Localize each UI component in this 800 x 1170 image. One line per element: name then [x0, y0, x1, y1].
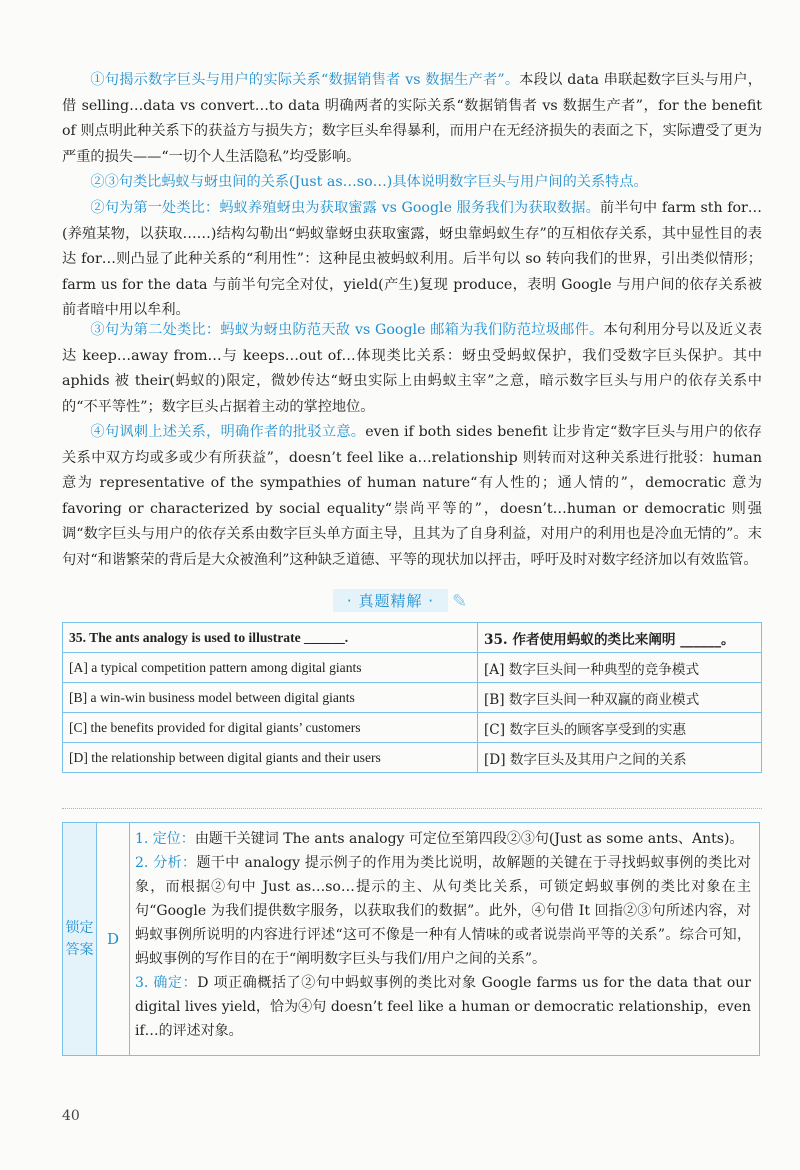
step-3-label: 3. 确定： [135, 975, 198, 991]
option-a-zh: [A] 数字巨头间一种典型的竞争模式 [478, 653, 762, 683]
option-row-c [63, 713, 762, 743]
option-d-zh: [D] 数字巨头及其用户之间的关系 [478, 743, 762, 773]
option-b-en: [B] a win-win business model between digital giants [63, 683, 478, 713]
dotted-divider [62, 808, 762, 809]
step-2 [135, 851, 751, 971]
paragraph-1 [62, 68, 762, 170]
step-2-text: 题干中 analogy 提示例子的作用为类比说明，故解题的关键在于寻找蚂蚁事例的类比对象，而根据②句中 Just as…so…提示的主、从句类比关系，可锁定蚂蚁事例的类比对象在主句“Google 为我们提供数字服务，以获取我们的数据”。此外，④句借 It 回指②③句所述内容，对蚂蚁事例所说明的内容进行评述“这可不像是一种有人情味的或者说崇尚平等的关系”。综合可知，蚂蚁事例的写作目的在于“阐明数字巨头与我们/用户之间的关系”。 [135, 855, 751, 967]
step-1 [135, 827, 751, 851]
step-2-label: 2. 分析： [135, 855, 197, 871]
answer-label-line1: 锁定 [65, 920, 94, 936]
paragraph-2 [62, 170, 762, 196]
option-c-en: [C] the benefits provided for digital giants’ customers [63, 713, 478, 743]
option-a-en: [A] a typical competition pattern among digital giants [63, 653, 478, 683]
option-d-en: [D] the relationship between digital giants and their users [63, 743, 478, 773]
answer-letter: D [97, 823, 130, 1055]
paragraph-3 [62, 196, 762, 324]
paragraph-4-body: 本句利用分号以及近义表达 keep…away from…与 keeps…out of…体现类比关系：蚜虫受蚂蚁保护，我们受数字巨头保护。其中 aphids 被 their(蚂蚁的)限定，微妙传达“蚜虫实际上由蚂蚁主宰”之意，暗示数字巨头与用户的依存关系中的“不平等性”；数字巨头占据着主动的掌控地位。 [62, 322, 762, 415]
answer-steps [135, 827, 751, 1043]
paragraph-2-lead: ②③句类比蚂蚁与蚜虫间的关系(Just as…so…)具体说明数字巨头与用户间的关系特点。 [90, 174, 648, 190]
question-stem-row [63, 623, 762, 653]
paragraph-4-lead: ③句为第二处类比：蚂蚁为蚜虫防范天敌 vs Google 邮箱为我们防范垃圾邮件。 [90, 322, 604, 338]
option-row-b [63, 683, 762, 713]
paragraph-5-lead: ④句讽刺上述关系，明确作者的批驳立意。 [90, 424, 366, 440]
page-number: 40 [62, 1108, 80, 1124]
option-b-zh: [B] 数字巨头间一种双赢的商业模式 [478, 683, 762, 713]
paragraph-1-lead: ①句揭示数字巨头与用户的实际关系“数据销售者 vs 数据生产者”。 [90, 72, 520, 88]
question-stem-en: 35. The ants analogy is used to illustrate ______. [63, 623, 478, 653]
question-stem-zh: 35. 作者使用蚂蚁的类比来阐明 ______。 [478, 623, 762, 653]
paragraph-1-body: 本段以 data 串联起数字巨头与用户，借 selling…data vs convert…to data 明确两者的实际关系“数据销售者 vs 数据生产者”，for the benefit of 则点明此种关系下的获益方与损失方；数字巨头牟得暴利，而用户在无经济损失的表面之下，实际遭受了更为严重的损失——“一切个人生活隐私”均受影响。 [62, 72, 762, 165]
step-3-text: D 项正确概括了②句中蚂蚁事例的类比对象 Google farms us for the data that our digital lives yield，恰为④句 doesn’t feel like a human or democratic relationship，even if…的评述对象。 [135, 975, 752, 1039]
question-table [62, 622, 762, 773]
paragraph-5 [62, 420, 762, 574]
option-c-zh: [C] 数字巨头的顾客享受到的实惠 [478, 713, 762, 743]
section-title: · 真题精解 · [333, 589, 448, 612]
option-row-a [63, 653, 762, 683]
paragraph-3-lead: ②句为第一处类比：蚂蚁养殖蚜虫为获取蜜露 vs Google 服务我们为获取数据。 [90, 200, 600, 216]
step-1-label: 1. 定位： [135, 831, 195, 847]
option-row-d [63, 743, 762, 773]
answer-label [63, 823, 97, 1055]
section-title-wrap [0, 589, 800, 612]
paragraph-4 [62, 318, 762, 420]
quill-icon: ✎ [451, 591, 468, 612]
paragraph-3-body: 前半句中 farm sth for…(养殖某物，以获取……)结构勾勒出“蚂蚁靠蚜虫获取蜜露，蚜虫靠蚂蚁生存”的互相依存关系，其中显性目的表达 for…则凸显了此种关系的“利用性”：这种昆虫被蚂蚁利用。后半句以 so 转向我们的世界，引出类似情形；farm us for the data 与前半句完全对仗，yield(产生)复现 produce，表明 Google 与用户间的依存关系被前者暗中用以牟利。 [62, 200, 762, 319]
step-1-text: 由题干关键词 The ants analogy 可定位至第四段②③句(Just as some ants、Ants)。 [194, 831, 744, 847]
answer-label-line2: 答案 [65, 942, 94, 958]
step-3 [135, 971, 751, 1043]
paragraph-5-body: even if both sides benefit 让步肯定“数字巨头与用户的依存关系中双方均或多或少有所获益”，doesn’t feel like a…relationship 则转而对这种关系进行批驳：human 意为 representative of the sympathies of human nature“有人性的；通人情的”，democratic 意为 favoring or characterized by social equality“崇尚平等的”，doesn’t…human or democratic 则强调“数字巨头与用户的依存关系由数字巨头单方面主导，且其为了自身利益，对用户的利用也是冷血无情的”。末句对“和谐繁荣的背后是大众被渔利”这种缺乏道德、平等的现状加以抨击，呼吁及时对数字经济加以有效监管。 [62, 424, 762, 568]
answer-box [62, 822, 760, 1056]
